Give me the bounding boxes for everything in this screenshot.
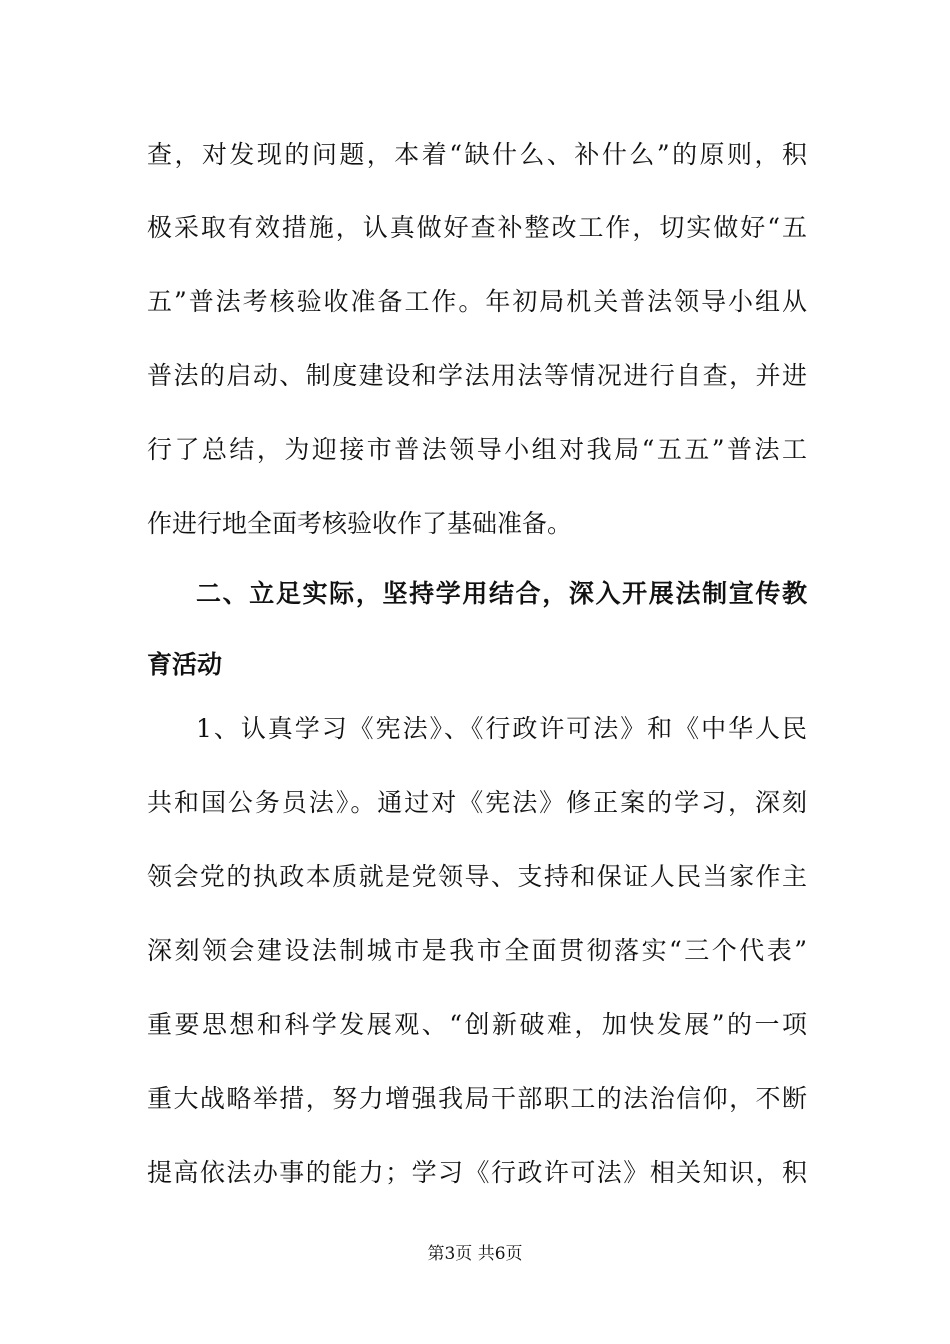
page-number-footer: 第3页 共6页 (427, 1244, 523, 1264)
body-line-13: 重要思想和科学发展观、“创新破难，加快发展”的一项 (147, 1010, 807, 1039)
body-line-5: 行了总结，为迎接市普法领导小组对我局“五五”普法工 (147, 435, 807, 464)
body-line-15: 提高依法办事的能力；学习《行政许可法》相关知识，积 (147, 1158, 807, 1187)
body-line-3: 五”普法考核验收准备工作。年初局机关普法领导小组从 (147, 287, 807, 316)
body-line-10: 共和国公务员法》。通过对《宪法》修正案的学习，深刻 (147, 788, 807, 817)
body-line-12: 深刻领会建设法制城市是我市全面贯彻落实“三个代表” (147, 936, 807, 965)
body-line-1: 查，对发现的问题，本着“缺什么、补什么”的原则，积 (147, 140, 807, 169)
body-line-2: 极采取有效措施，认真做好查补整改工作，切实做好“五 (147, 213, 807, 242)
body-line-11: 领会党的执政本质就是党领导、支持和保证人民当家作主 (147, 862, 807, 891)
section-heading-line-2: 育活动 (147, 650, 223, 679)
body-line-6: 作进行地全面考核验收作了基础准备。 (147, 509, 573, 538)
body-line-9: 1、认真学习《宪法》、《行政许可法》和《中华人民 (196, 714, 807, 743)
body-line-4: 普法的启动、制度建设和学法用法等情况进行自查，并进 (147, 361, 807, 390)
body-line-14: 重大战略举措，努力增强我局干部职工的法治信仰，不断 (147, 1084, 807, 1113)
section-heading-line-1: 二、立足实际，坚持学用结合，深入开展法制宣传教 (196, 579, 807, 608)
